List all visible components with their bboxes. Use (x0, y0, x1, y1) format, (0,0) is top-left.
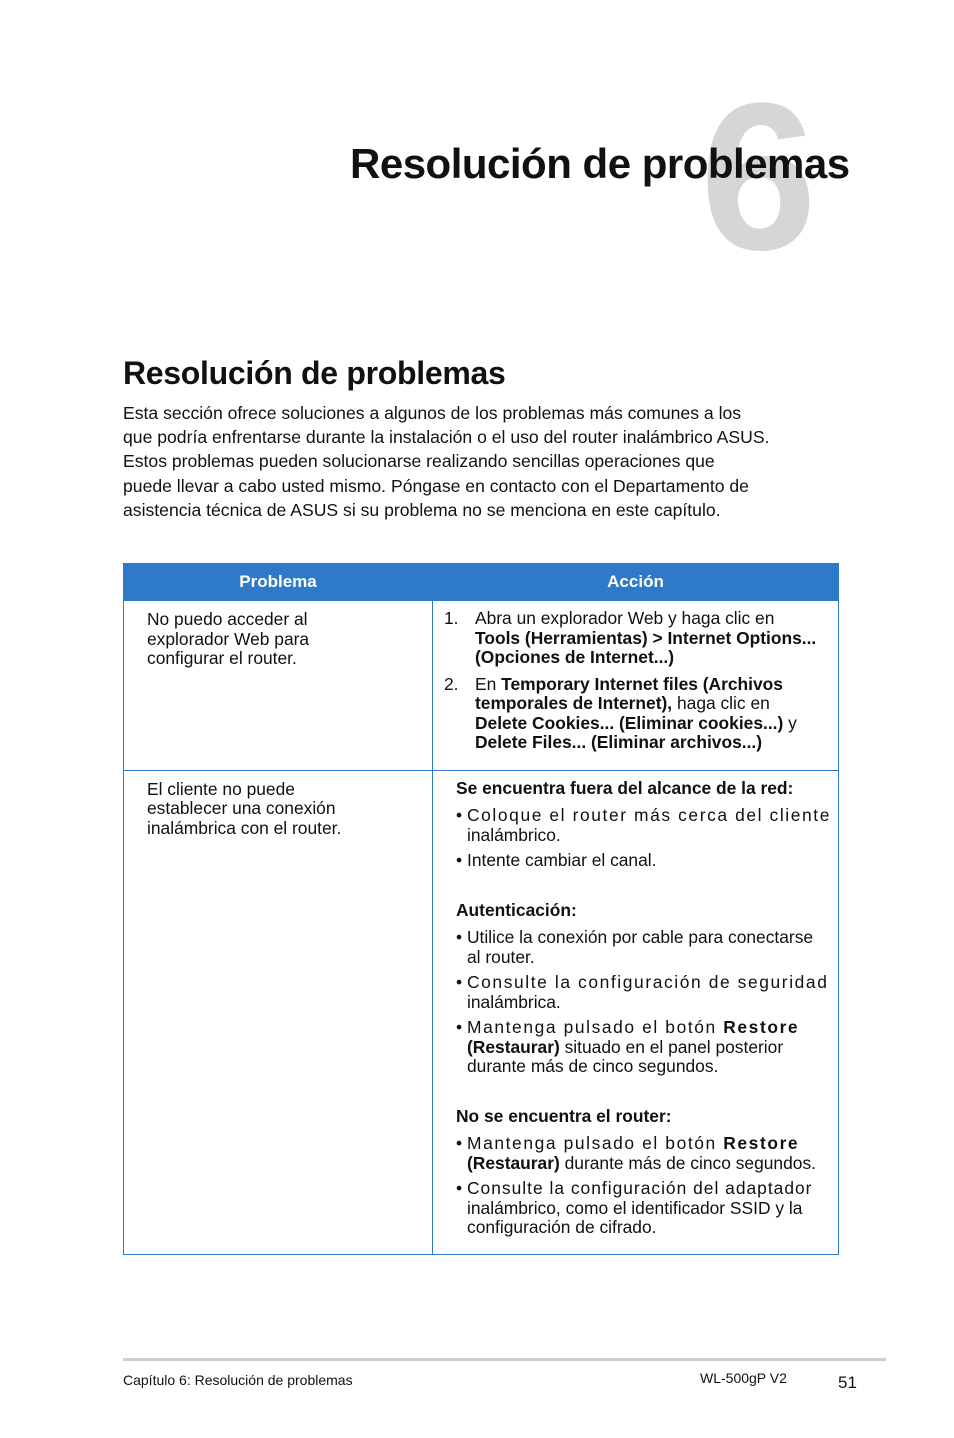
action-bullet (441, 1179, 832, 1238)
page-number: 51 (838, 1373, 857, 1392)
section-title: Resolución de problemas (123, 355, 506, 391)
chapter-title: Resolución de problemas (350, 140, 850, 187)
bullet-text: Mantenga pulsado el botón (467, 1133, 724, 1153)
bullet-text: Utilice la conexión por cable para conectarse (467, 927, 814, 947)
problem-line: inalámbrica con el router. (147, 817, 342, 838)
step-bold: Temporary Internet files (Archivos (501, 673, 783, 694)
problem-line: No puedo acceder al (147, 609, 308, 629)
step-bold: Tools (Herramientas) > Internet Options... (475, 627, 817, 648)
bullet-text: Intente cambiar el canal. (467, 850, 657, 870)
step-text: y (783, 712, 797, 733)
bullet-text: durante más de cinco segundos. (559, 1152, 816, 1173)
action-cell (433, 601, 839, 771)
action-cell (433, 770, 839, 1254)
intro-line: asistencia técnica de ASUS si su problema no se menciona en este capítulo. (123, 499, 721, 520)
bullet-text: situado en el panel posterior (559, 1036, 784, 1057)
action-bullet (441, 806, 832, 845)
step-bold: temporales de Internet), (475, 693, 673, 713)
header-action: Acción (433, 564, 839, 601)
problem-line: explorador Web para (147, 628, 310, 649)
action-bullet (441, 973, 832, 1012)
bullet-glyph: • (456, 805, 464, 825)
problem-cell (124, 770, 433, 1254)
table-header-row (124, 564, 839, 601)
bullet-glyph: • (456, 850, 463, 870)
action-bullet (441, 928, 832, 967)
intro-line: Estos problemas pueden solucionarse realizando sencillas operaciones que (123, 451, 715, 472)
bullet-glyph: • (456, 972, 464, 992)
action-bullet (441, 1018, 832, 1077)
table-row (124, 770, 839, 1254)
bullet-text: al router. (467, 946, 535, 967)
step-text: En (475, 673, 502, 694)
bullet-text: inalámbrica. (467, 991, 561, 1012)
troubleshooting-table (123, 563, 839, 1255)
step-bold: Delete Cookies... (Eliminar cookies...) (475, 712, 784, 733)
action-steps (441, 609, 832, 753)
bullet-text: inalámbrico, como el identificador SSID y la (467, 1197, 803, 1218)
action-group-heading: Autenticación: (456, 899, 577, 920)
action-bullets (441, 1134, 832, 1238)
bullet-bold: (Restaurar) (467, 1036, 560, 1057)
problem-line: El cliente no puede (147, 778, 295, 799)
step-bold: (Opciones de Internet...) (475, 647, 675, 667)
action-group-heading: No se encuentra el router: (456, 1105, 672, 1126)
bullet-bold: Restore (723, 1017, 800, 1037)
footer-divider (123, 1358, 886, 1361)
bullet-bold: Restore (723, 1133, 800, 1153)
action-bullet (441, 851, 832, 871)
bullet-text: Mantenga pulsado el botón (467, 1017, 724, 1037)
footer-model: WL-500gP V2 (700, 1370, 787, 1386)
action-bullet (441, 1134, 832, 1173)
table-row (124, 601, 839, 771)
action-bullets (441, 928, 832, 1077)
step-number: 2. (444, 673, 459, 694)
intro-line: puede llevar a cabo usted mismo. Póngase en contacto con el Departamento de (123, 475, 749, 496)
bullet-glyph: • (456, 1178, 463, 1198)
header-problem: Problema (124, 564, 433, 601)
action-step (441, 675, 832, 753)
bullet-glyph: • (456, 1017, 463, 1037)
bullet-text: Coloque el router más cerca del cliente (467, 805, 831, 825)
step-number: 1. (444, 608, 459, 628)
problem-line: establecer una conexión (147, 798, 336, 818)
bullet-text: configuración de cifrado. (467, 1217, 657, 1237)
bullet-text: inalámbrico. (467, 824, 561, 845)
step-bold: Delete Files... (Eliminar archivos...) (475, 732, 763, 752)
problem-cell (124, 601, 433, 771)
bullet-text: Consulte la configuración de seguridad (467, 972, 829, 992)
bullet-glyph: • (456, 927, 463, 947)
problem-line: configurar el router. (147, 648, 297, 668)
intro-line: Esta sección ofrece soluciones a algunos de los problemas más comunes a los (123, 403, 742, 423)
step-text: Abra un explorador Web y haga clic en (475, 608, 775, 628)
footer-chapter-label: Capítulo 6: Resolución de problemas (123, 1372, 353, 1388)
intro-paragraph (123, 401, 853, 522)
chapter-number: 6 (700, 59, 817, 294)
bullet-text: Consulte la configuración del adaptador (467, 1178, 813, 1198)
bullet-glyph: • (456, 1133, 463, 1153)
action-bullets (441, 806, 832, 871)
step-text: haga clic en (672, 693, 770, 713)
bullet-bold: (Restaurar) (467, 1152, 560, 1173)
action-step (441, 609, 832, 668)
action-group-heading: Se encuentra fuera del alcance de la red: (456, 777, 794, 798)
intro-line: que podría enfrentarse durante la instalación o el uso del router inalámbrico ASUS. (123, 427, 770, 448)
bullet-text: durante más de cinco segundos. (467, 1056, 719, 1076)
